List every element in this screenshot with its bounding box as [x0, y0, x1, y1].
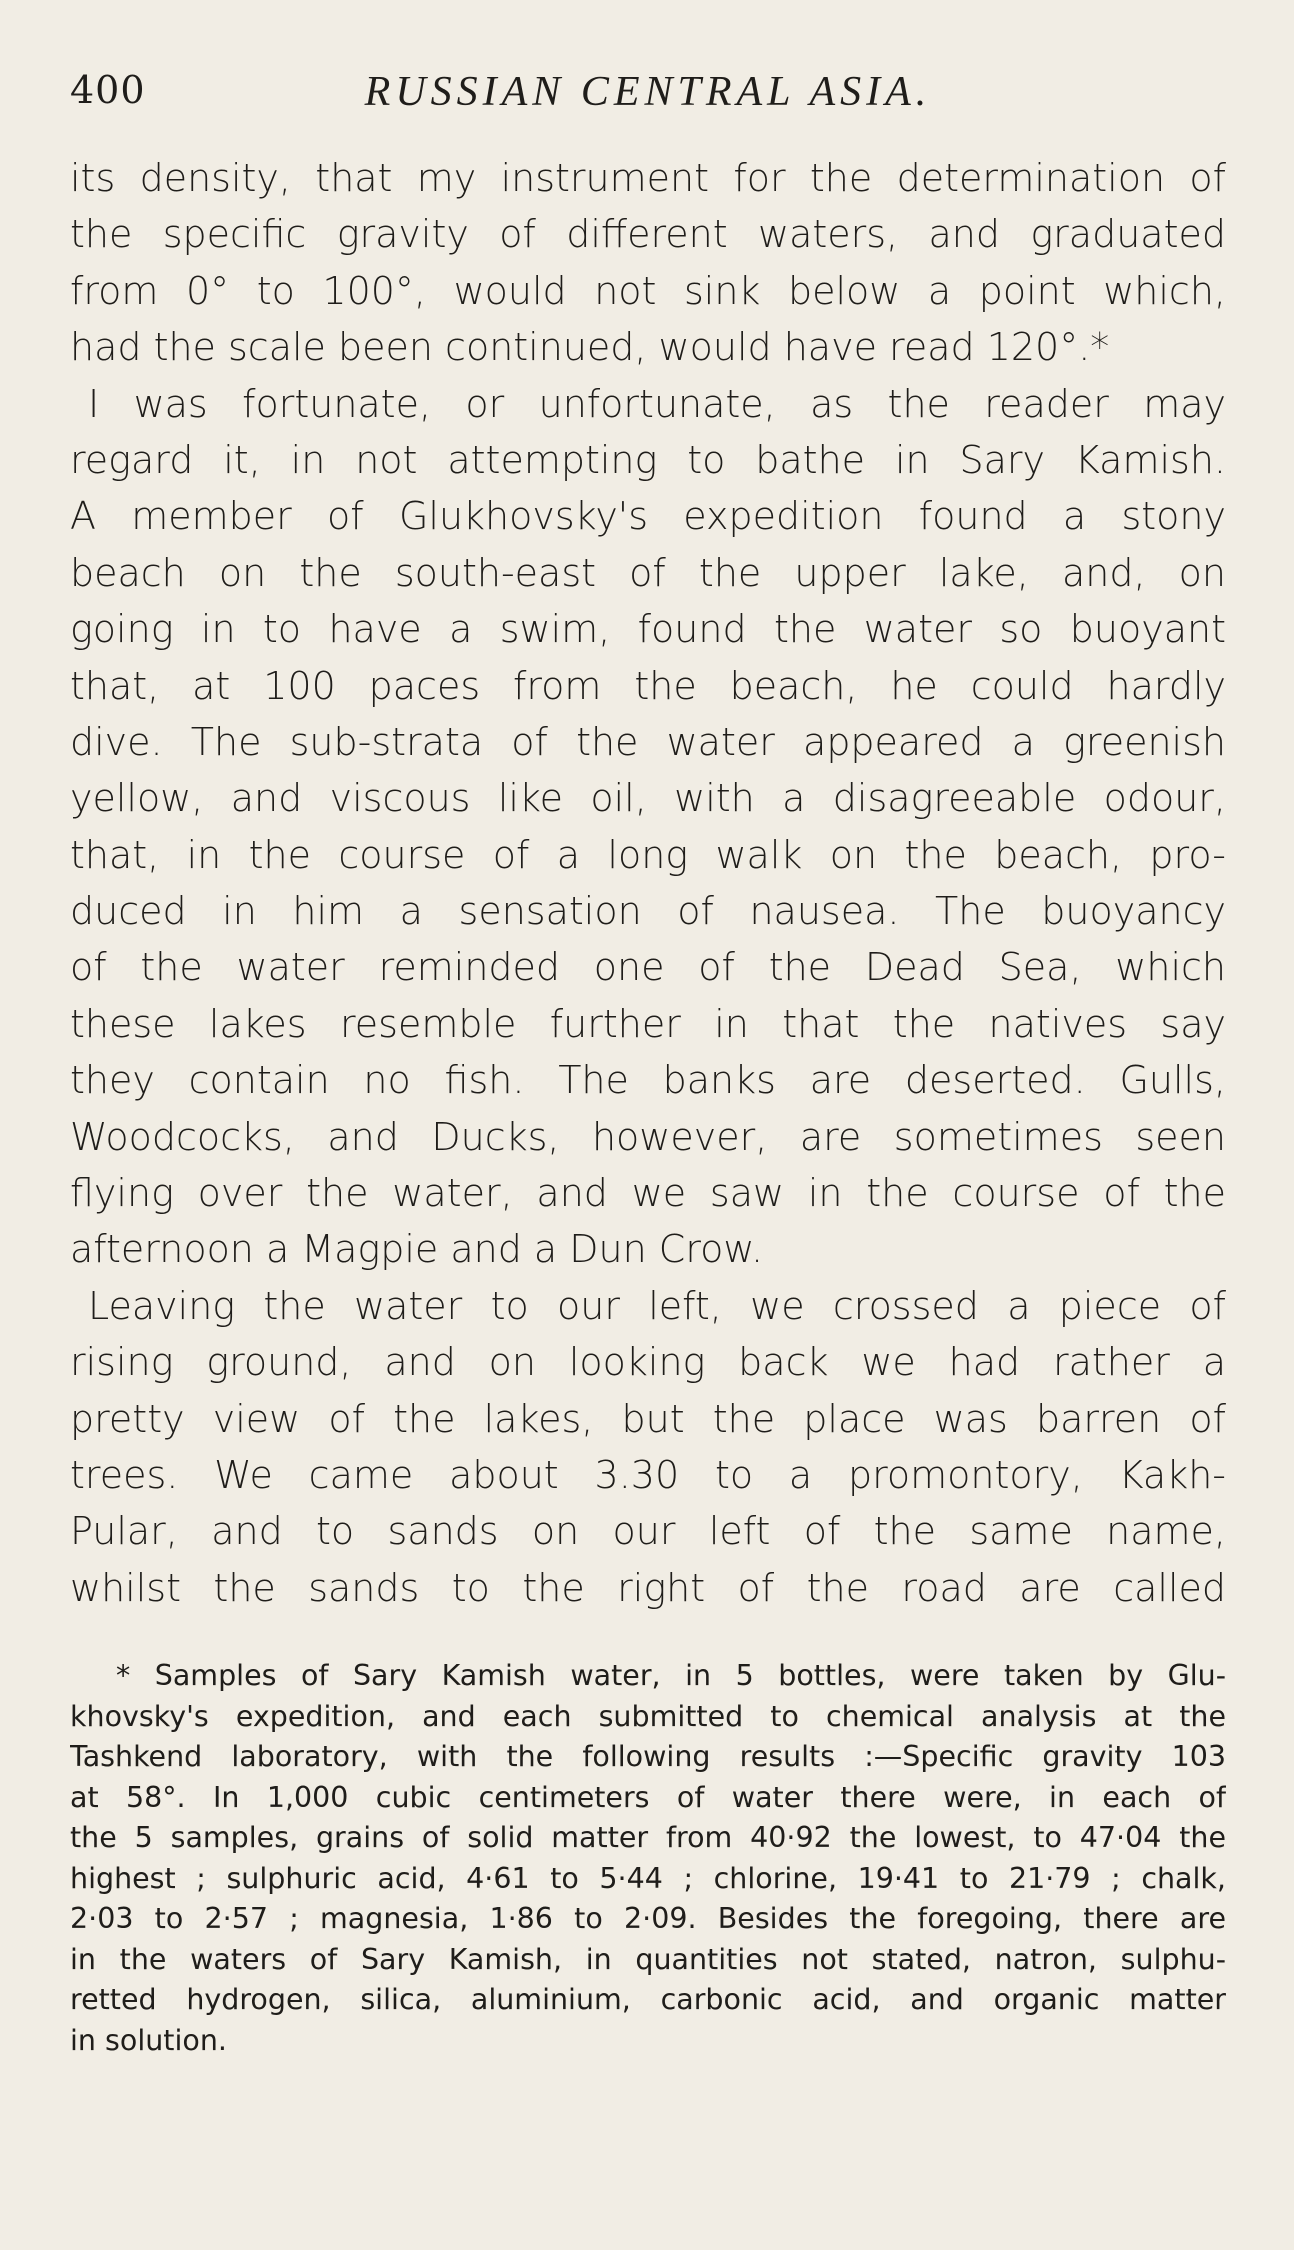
page-number: 400: [70, 68, 146, 112]
body-line: dive. The sub-strata of the water appeared a greenish: [70, 719, 1226, 764]
body-line: Woodcocks, and Ducks, however, are sometimes seen: [70, 1114, 1226, 1159]
body-line: going in to have a swim, found the water so buoyant: [70, 607, 1226, 652]
footnote-line: retted hydrogen, silica, aluminium, carbonic acid, and organic matter: [70, 1983, 1226, 2016]
body-line: that, at 100 paces from the beach, he could hardly: [70, 663, 1226, 708]
body-line: yellow, and viscous like oil, with a disagreeable odour,: [70, 776, 1226, 821]
body-line: whilst the sands to the right of the road are called: [70, 1565, 1226, 1610]
body-line: beach on the south-east of the upper lake, and, on: [70, 550, 1226, 595]
footnote-line: highest ; sulphuric acid, 4·61 to 5·44 ; chlorine, 19·41 to 21·79 ; chalk,: [70, 1861, 1226, 1895]
footnote: [70, 1656, 1226, 2061]
body-line: they contain no fish. The banks are deserted. Gulls,: [70, 1058, 1226, 1103]
footnote-line: in the waters of Sary Kamish, in quantities not stated, natron, sulphu-: [70, 1942, 1226, 1976]
body-line: the specific gravity of different waters, and graduated: [70, 212, 1226, 257]
body-line: from 0° to 100°, would not sink below a point which,: [70, 268, 1226, 313]
body-line: that, in the course of a long walk on the beach, pro-: [70, 832, 1226, 877]
body-line: afternoon a Magpie and a Dun Crow.: [70, 1227, 764, 1272]
body-line: regard it, in not attempting to bathe in Sary Kamish.: [70, 437, 1226, 482]
footnote-line: in solution.: [70, 2023, 227, 2057]
body-text: [70, 150, 1226, 1616]
footnote-line: * Samples of Sary Kamish water, in 5 bottles, were taken by Glu-: [116, 1659, 1226, 1692]
body-line: A member of Glukhovsky's expedition found a stony: [70, 494, 1226, 539]
page-header: [70, 68, 1226, 128]
body-line: Leaving the water to our left, we crossed a piece of: [88, 1283, 1226, 1328]
footnote-line: at 58°. In 1,000 cubic centimeters of water there were, in each of: [70, 1780, 1226, 1814]
body-line: had the scale been continued, would have read 120°.*: [70, 325, 1110, 370]
body-line: pretty view of the lakes, but the place was barren of: [70, 1396, 1226, 1441]
footnote-line: Tashkend laboratory, with the following results :—Specific gravity 103: [70, 1740, 1226, 1773]
body-line: trees. We came about 3.30 to a promontory, Kakh-: [70, 1452, 1226, 1497]
body-line: its density, that my instrument for the determination of: [70, 156, 1226, 200]
body-line: rising ground, and on looking back we had rather a: [70, 1340, 1226, 1385]
body-line: flying over the water, and we saw in the course of the: [70, 1171, 1226, 1216]
footnote-line: 2·03 to 2·57 ; magnesia, 1·86 to 2·09. Besides the foregoing, there are: [70, 1902, 1226, 1935]
body-line: I was fortunate, or unfortunate, as the reader may: [88, 381, 1226, 426]
footnote-line: khovsky's expedition, and each submitted to chemical analysis at the: [70, 1699, 1226, 1733]
running-title: RUSSIAN CENTRAL ASIA.: [364, 69, 932, 115]
body-line: Pular, and to sands on our left of the same name,: [70, 1509, 1226, 1554]
body-line: of the water reminded one of the Dead Sea, which: [70, 945, 1226, 990]
footnote-line: the 5 samples, grains of solid matter from 40·92 the lowest, to 47·04 the: [70, 1821, 1226, 1854]
body-line: duced in him a sensation of nausea. The buoyancy: [70, 889, 1226, 934]
body-line: these lakes resemble further in that the natives say: [70, 1001, 1226, 1046]
